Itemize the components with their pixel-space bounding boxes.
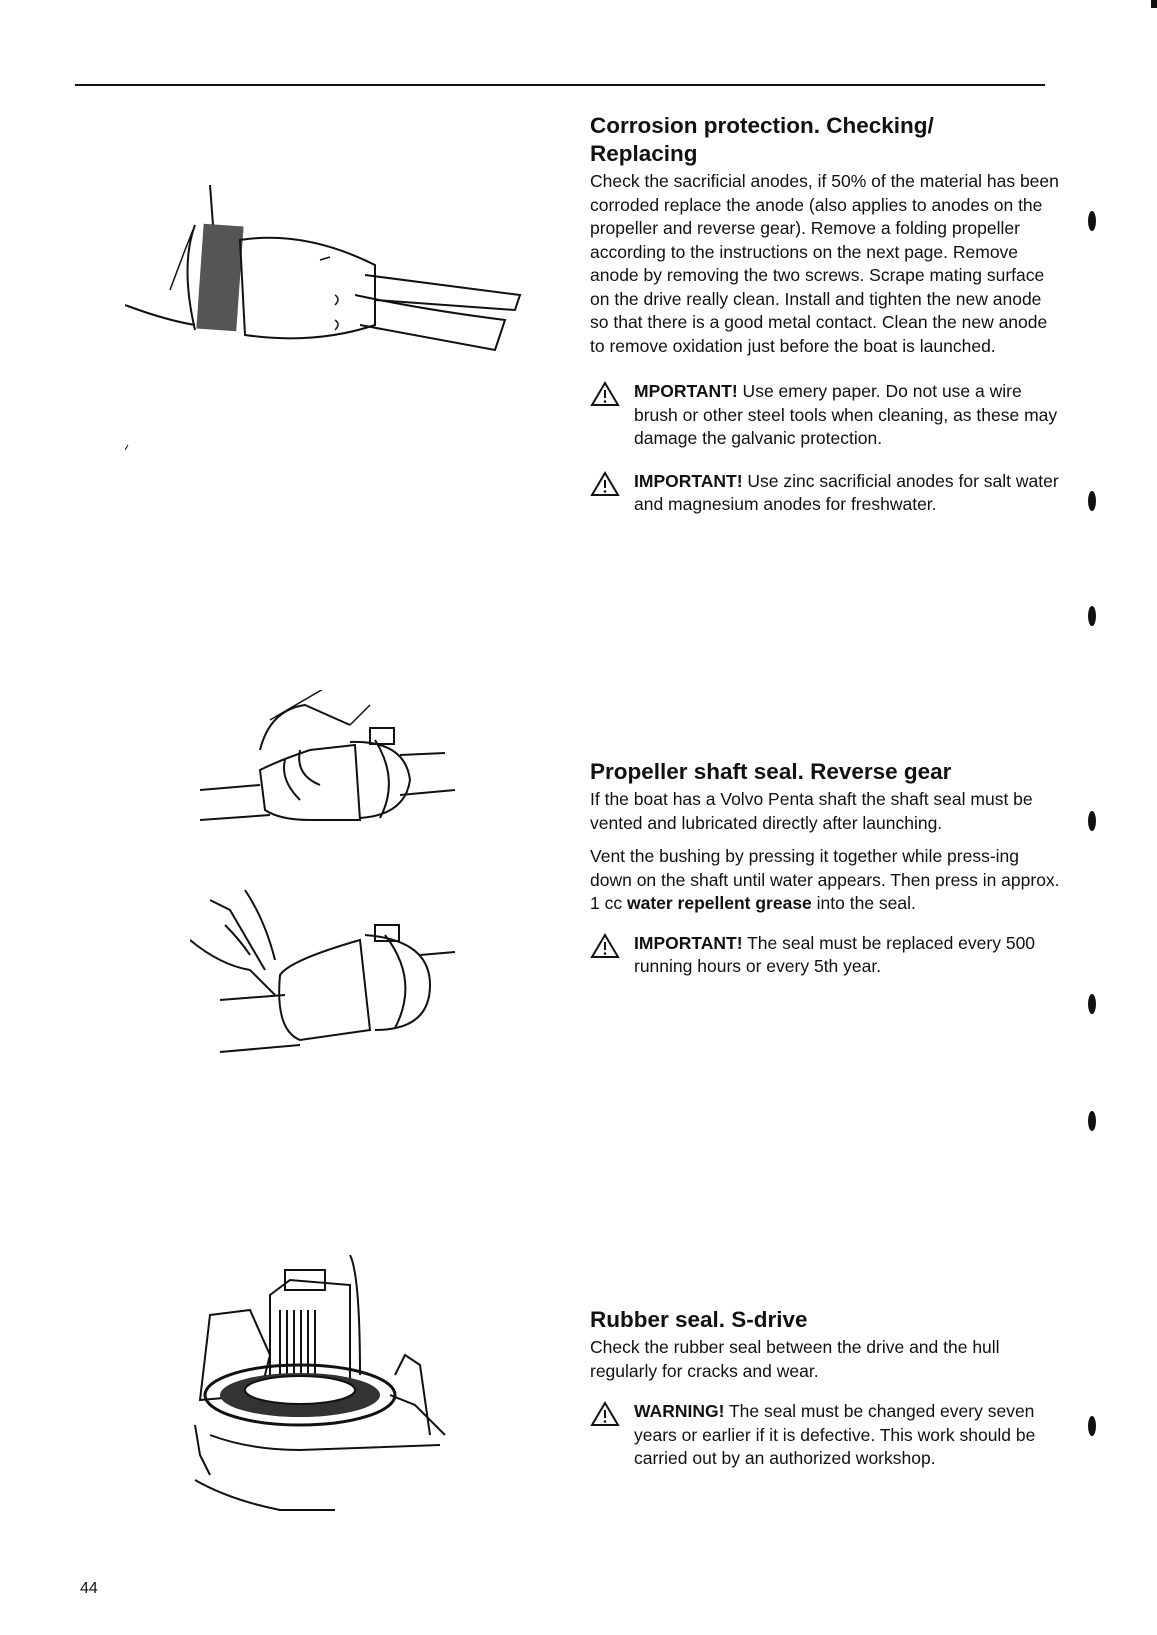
section-title: Rubber seal. S-drive bbox=[590, 1307, 808, 1332]
margin-mark-icon bbox=[1087, 490, 1097, 512]
note-label: MPORTANT! bbox=[634, 381, 738, 401]
note-label: IMPORTANT! bbox=[634, 470, 743, 491]
section-rubber-seal-sdrive bbox=[590, 1306, 1060, 1471]
section-title: Propeller shaft seal. Reverse gear bbox=[590, 759, 952, 784]
warning-triangle-icon bbox=[590, 1401, 620, 1427]
top-rule bbox=[75, 84, 1045, 86]
title-line-2: Replacing bbox=[590, 141, 698, 166]
warning-triangle-icon bbox=[590, 471, 620, 497]
note-label: IMPORTANT! bbox=[634, 932, 743, 953]
corner-mark bbox=[1151, 0, 1157, 8]
margin-mark-icon bbox=[1087, 1110, 1097, 1132]
note-label: WARNING! bbox=[634, 1401, 725, 1421]
margin-mark-icon bbox=[1087, 210, 1097, 232]
sdrive-rubber-seal-illustration bbox=[190, 1255, 460, 1525]
section-body: If the boat has a Volvo Penta shaft the shaft seal must be vented and lubricated directly after launching. bbox=[590, 789, 1033, 833]
note-text: The seal must be replaced every 500 running hours or every 5th year. bbox=[634, 932, 1036, 976]
note-text: The seal must be changed every seven years or earlier if it is defective. This work should be carried out by an authorized workshop. bbox=[634, 1401, 1036, 1468]
section-body: Check the rubber seal between the drive and the hull regularly for cracks and wear. bbox=[590, 1337, 1000, 1381]
margin-mark-icon bbox=[1087, 605, 1097, 627]
anode-illustration bbox=[125, 185, 525, 455]
section-body-2 bbox=[590, 845, 1060, 916]
warning-note bbox=[590, 1400, 1060, 1471]
body-bold-text: water repellent grease bbox=[626, 893, 812, 913]
page-number: 44 bbox=[80, 1580, 98, 1597]
warning-triangle-icon bbox=[590, 381, 620, 407]
note-text: Use emery paper. Do not use a wire brush or other steel tools when cleaning, as these may damage the galvanic protection. bbox=[634, 381, 1058, 448]
important-note bbox=[590, 470, 1060, 517]
section-body: Check the sacrificial anodes, if 50% of the material has been corroded replace the anode (also applies to anodes on the propeller and reverse gear). Remove a folding propeller according to the instructions on the next page. Remove anode by removing the two screws. Scrape mating surface on the drive really clean. Install and tighten the new anode so that there is a good metal contact. Clean the new anode to remove oxidation just before the boat is launched. bbox=[590, 171, 1059, 356]
section-title bbox=[590, 112, 1060, 168]
margin-mark-icon bbox=[1087, 810, 1097, 832]
shaft-seal-press-illustration bbox=[200, 690, 470, 865]
margin-mark-icon bbox=[1087, 993, 1097, 1015]
important-note bbox=[590, 932, 1060, 979]
section-propeller-shaft-seal bbox=[590, 758, 1060, 979]
shaft-seal-grease-illustration bbox=[190, 880, 460, 1060]
important-note bbox=[590, 380, 1060, 451]
title-line-1: Corrosion protection. Checking/ bbox=[590, 113, 934, 138]
margin-mark-icon bbox=[1087, 1415, 1097, 1437]
body-text: into the seal. bbox=[811, 893, 916, 913]
body-text: Vent the bushing by pressing it together while press-ing down on the shaft until water appears. Then press in approx. 1 cc bbox=[590, 846, 1060, 913]
section-corrosion-protection bbox=[590, 112, 1060, 517]
warning-triangle-icon bbox=[590, 933, 620, 959]
note-text: Use zinc sacrificial anodes for salt water and magnesium anodes for freshwater. bbox=[634, 470, 1059, 514]
